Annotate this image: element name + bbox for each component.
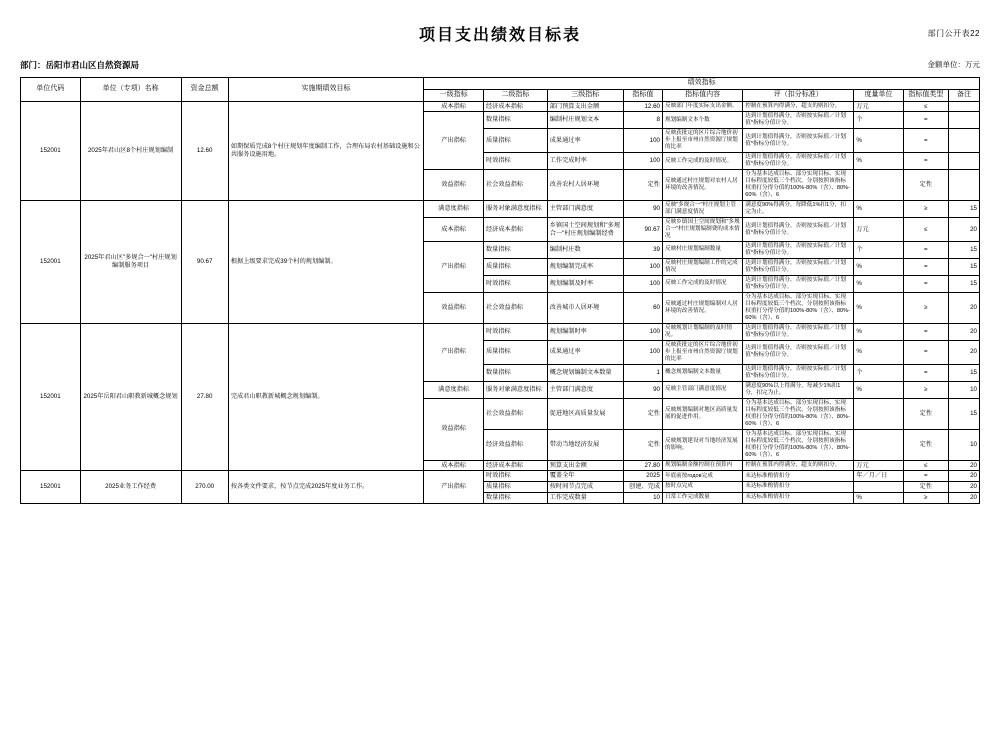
level3-cell: 乡镇国土空间规划和"多规合一"村庄规划编制经费 [547, 218, 623, 242]
level2-cell: 数量指标 [483, 364, 547, 381]
level3-cell: 改善农村人居环境 [547, 170, 623, 201]
indicator-value-cell: 定性 [623, 429, 662, 460]
department-label: 部门：岳阳市君山区自然资源局 [20, 60, 140, 70]
level2-cell: 经济效益指标 [483, 429, 547, 460]
measure-unit-cell: % [854, 381, 903, 398]
indicator-value-content-cell: 反映规划编制对地区高质量发展的促进作用。 [662, 398, 742, 429]
level1-cell: 产出指标 [424, 242, 484, 293]
level3-cell: 规划编制时率 [547, 323, 623, 340]
indicator-value-content-cell: 反映"多规合一"村庄规划主管部门满意度情况 [662, 201, 742, 218]
measure-unit-cell: 万元 [854, 101, 903, 112]
indicator-value-type-cell: 定性 [903, 429, 948, 460]
level2-cell: 数量指标 [483, 242, 547, 259]
indicator-value-type-cell: ≥ [903, 492, 948, 503]
remark-cell: 20 [948, 492, 979, 503]
indicator-value-cell: 1 [623, 364, 662, 381]
unit-name-cell: 2025年君山区8个村庄规划编制 [80, 101, 181, 201]
measure-unit-cell: 万元 [854, 460, 903, 471]
score-rule-cell: 达到计划值得满分，否则按实际值／计划值*指标分值计分。 [743, 242, 854, 259]
measure-unit-cell: 个 [854, 112, 903, 129]
level2-cell: 数量指标 [483, 112, 547, 129]
indicator-value-cell: 12.60 [623, 101, 662, 112]
measure-unit-cell [854, 170, 903, 201]
level3-cell: 预算支出金额 [547, 460, 623, 471]
indicator-value-content-cell: 反映规划计划编制的及时情况。 [662, 323, 742, 340]
performance-table [20, 77, 980, 504]
table-row [21, 323, 980, 340]
remark-cell [948, 112, 979, 129]
measure-unit-cell: % [854, 492, 903, 503]
level2-cell: 质量指标 [483, 258, 547, 275]
period-goal-cell: 根据上级要求完成39个村的规划编制。 [228, 201, 423, 324]
table-row [21, 201, 980, 218]
remark-cell: 20 [948, 323, 979, 340]
table-body [21, 101, 980, 503]
meta-row [0, 59, 1000, 73]
remark-cell [948, 170, 979, 201]
level2-cell: 服务对象满意度指标 [483, 201, 547, 218]
remark-cell: 15 [948, 258, 979, 275]
score-rule-cell: 达到计划值得满分，否则按实际值／计划值*指标分值计分。 [743, 340, 854, 364]
indicator-value-content-cell: 概念规划编制文本数量 [662, 364, 742, 381]
period-goal-cell: 按各类文件要求，按节点完成2025年度业务工作。 [228, 471, 423, 503]
level2-cell: 时效指标 [483, 471, 547, 482]
level3-cell: 主管部门满意度 [547, 201, 623, 218]
indicator-value-cell: 100 [623, 129, 662, 153]
indicator-value-content-cell: 按时点完成 [662, 482, 742, 493]
level2-cell: 质量指标 [483, 129, 547, 153]
th-level3: 三级指标 [547, 89, 623, 101]
indicator-value-type-cell: = [903, 275, 948, 292]
indicator-value-type-cell: ≤ [903, 460, 948, 471]
level2-cell: 时效指标 [483, 275, 547, 292]
remark-cell [948, 153, 979, 170]
unit-name-cell: 2025年岳阳君山职教新城概念规划 [80, 323, 181, 470]
level2-cell: 经济成本指标 [483, 460, 547, 471]
level3-cell: 覆盖全年 [547, 471, 623, 482]
remark-cell: 20 [948, 471, 979, 482]
indicator-value-cell: 8 [623, 112, 662, 129]
table-head [21, 78, 980, 102]
indicator-value-type-cell: = [903, 364, 948, 381]
unit-code-cell: 152001 [21, 201, 81, 324]
th-indicator-value: 指标值 [623, 89, 662, 101]
indicator-value-cell: 定性 [623, 170, 662, 201]
level3-cell: 编制村庄规划文本 [547, 112, 623, 129]
measure-unit-cell: 万元 [854, 218, 903, 242]
indicator-value-type-cell: = [903, 340, 948, 364]
indicator-value-content-cell: 反映工作完成的及时情况。 [662, 153, 742, 170]
th-unit-code: 单位代码 [21, 78, 81, 102]
measure-unit-cell: % [854, 340, 903, 364]
indicator-value-content-cell: 反映通过村庄规划编制对人居环境的改善情况。 [662, 292, 742, 323]
score-rule-cell: 达到计划值得满分，否则按实际值／计划值*指标分值计分。 [743, 153, 854, 170]
score-rule-cell: 未达标准酌情扣分 [743, 471, 854, 482]
indicator-value-cell: 39 [623, 242, 662, 259]
indicator-value-type-cell: = [903, 129, 948, 153]
th-amount-total: 资金总额 [181, 78, 228, 102]
level1-cell: 满意度指标 [424, 201, 484, 218]
level1-cell: 成本指标 [424, 460, 484, 471]
indicator-value-cell: 90 [623, 381, 662, 398]
indicator-value-type-cell: 定性 [903, 482, 948, 493]
indicator-value-type-cell: ≥ [903, 381, 948, 398]
indicator-value-type-cell: = [903, 242, 948, 259]
indicator-value-type-cell: 定性 [903, 398, 948, 429]
amount-cell: 90.67 [181, 201, 228, 324]
indicator-value-type-cell: = [903, 471, 948, 482]
table-row [21, 101, 980, 112]
level3-cell: 规划编制及时率 [547, 275, 623, 292]
level2-cell: 时效指标 [483, 323, 547, 340]
level2-cell: 质量指标 [483, 482, 547, 493]
level3-cell: 规划编制完成率 [547, 258, 623, 275]
score-rule-cell: 分为基本达成目标、部分实现目标、实现目标程度较低三个档次，分别按照该指标权重打分得分值的100%-80%（含）、80%-60%（含）、6 [743, 292, 854, 323]
th-indicator-value-content: 指标值内容 [662, 89, 742, 101]
th-indicator-value-type: 指标值类型 [903, 89, 948, 101]
unit-name-cell: 2025年君山区"多规合一"村庄规划编制服务项目 [80, 201, 181, 324]
period-goal-cell: 如期保质完成8个村庄规划年度编制工作，合理布局农村基础设施和公共服务设施用地。 [228, 101, 423, 201]
amount-cell: 270.00 [181, 471, 228, 503]
indicator-value-cell: 60 [623, 292, 662, 323]
level3-cell: 工作完成数量 [547, 492, 623, 503]
unit-code-cell: 152001 [21, 323, 81, 470]
indicator-value-type-cell: = [903, 323, 948, 340]
level3-cell: 概念规划编制文本数量 [547, 364, 623, 381]
level2-cell: 社会效益指标 [483, 292, 547, 323]
period-goal-cell: 完成君山职教新城概念规划编制。 [228, 323, 423, 470]
level2-cell: 时效指标 [483, 153, 547, 170]
indicator-value-content-cell: 反映村庄规划编制数量 [662, 242, 742, 259]
amount-cell: 12.60 [181, 101, 228, 201]
score-rule-cell: 达到计划值得满分，否则按实际值／计划值*指标分值计分。 [743, 129, 854, 153]
amount-cell: 27.80 [181, 323, 228, 470]
th-level1: 一级指标 [424, 89, 484, 101]
level3-cell: 工作完成时率 [547, 153, 623, 170]
th-level2: 二级指标 [483, 89, 547, 101]
indicator-value-type-cell: ≤ [903, 218, 948, 242]
indicator-value-type-cell: ≤ [903, 101, 948, 112]
indicator-value-content-cell: 反映乡镇国土空间规划和"多规合一"村庄规划编制费的成本情况 [662, 218, 742, 242]
th-unit-name: 单位（专项）名称 [80, 78, 181, 102]
measure-unit-cell: % [854, 201, 903, 218]
level2-cell: 质量指标 [483, 340, 547, 364]
level3-cell: 编制村庄数 [547, 242, 623, 259]
indicator-value-cell: 100 [623, 323, 662, 340]
th-period-goal: 实施期绩效目标 [228, 78, 423, 102]
table-row [21, 471, 980, 482]
level1-cell: 产出指标 [424, 471, 484, 503]
remark-cell: 15 [948, 242, 979, 259]
indicator-value-cell: 90.67 [623, 218, 662, 242]
indicator-value-cell: 90 [623, 201, 662, 218]
measure-unit-cell: 个 [854, 242, 903, 259]
indicator-value-content-cell: 年底前按годов完成 [662, 471, 742, 482]
indicator-value-content-cell: 日常工作完成数量 [662, 492, 742, 503]
level3-cell: 按时间节点完成 [547, 482, 623, 493]
th-score-rule: 评（扣分标准） [743, 89, 854, 101]
score-rule-cell: 达到计划值得满分，否则按实际值／计划值*指标分值计分。 [743, 258, 854, 275]
level2-cell: 服务对象满意度指标 [483, 381, 547, 398]
indicator-value-content-cell: 反映村庄规划编制工作的完成情况 [662, 258, 742, 275]
indicator-value-type-cell: = [903, 258, 948, 275]
score-rule-cell: 达到计划值得满分，否则按实际值／计划值*指标分值计分。 [743, 323, 854, 340]
score-rule-cell: 分为基本达成目标、部分实现目标、实现目标程度较低三个档次，分别按照该指标权重打分得分值的100%-80%（含）、80%-60%（含）、6 [743, 170, 854, 201]
indicator-value-cell: 100 [623, 340, 662, 364]
score-rule-cell: 满意度90%以上得满分，每减少1%扣1分，扣完为止。 [743, 381, 854, 398]
score-rule-cell: 分为基本达成目标、部分实现目标、实现目标程度较低三个档次，分别按照该指标权重打分得分值的100%-80%（含）、80%-60%（含）、6 [743, 429, 854, 460]
level3-cell: 促进地区高质量发展 [547, 398, 623, 429]
unit-name-cell: 2025业务工作经费 [80, 471, 181, 503]
level3-cell: 改善城市人居环境 [547, 292, 623, 323]
remark-cell: 15 [948, 398, 979, 429]
level2-cell: 经济成本指标 [483, 218, 547, 242]
indicator-value-content-cell: 反映获批定的区片综合地价初步上报至市州自然资源厅规划的比率 [662, 340, 742, 364]
score-rule-cell: 未达标准酌情扣分 [743, 482, 854, 493]
unit-code-cell: 152001 [21, 101, 81, 201]
measure-unit-cell: % [854, 129, 903, 153]
th-remark: 备注 [948, 89, 979, 101]
indicator-value-cell: 10 [623, 492, 662, 503]
indicator-value-content-cell: 反映主管部门满意度情况 [662, 381, 742, 398]
header-row-1 [21, 78, 980, 90]
indicator-value-cell: 100 [623, 275, 662, 292]
indicator-value-cell: 定性 [623, 398, 662, 429]
level1-cell: 产出指标 [424, 112, 484, 170]
remark-cell: 10 [948, 381, 979, 398]
level1-cell: 效益指标 [424, 170, 484, 201]
unit-code-cell: 152001 [21, 471, 81, 503]
score-rule-cell: 达到计划值得满分，否则按实际值／计划值*指标分值计分。 [743, 218, 854, 242]
indicator-value-content-cell: 反映规划建设对当地经济发展的影响。 [662, 429, 742, 460]
measure-unit-cell: 个 [854, 364, 903, 381]
level1-cell: 效益指标 [424, 292, 484, 323]
th-measure-unit: 度量单位 [854, 89, 903, 101]
remark-cell: 15 [948, 275, 979, 292]
measure-unit-cell: 年／月／日 [854, 471, 903, 482]
measure-unit-cell: % [854, 292, 903, 323]
remark-cell: 15 [948, 364, 979, 381]
measure-unit-cell: % [854, 153, 903, 170]
indicator-value-type-cell: ≥ [903, 201, 948, 218]
level3-cell: 成果通过率 [547, 129, 623, 153]
indicator-value-cell: 27.80 [623, 460, 662, 471]
score-rule-cell: 控制在预算内得满分，超支的则扣分。 [743, 460, 854, 471]
measure-unit-cell: % [854, 323, 903, 340]
remark-cell [948, 129, 979, 153]
score-rule-cell: 控制在预算内得满分，超支的则扣分。 [743, 101, 854, 112]
remark-cell [948, 101, 979, 112]
indicator-value-content-cell: 规划编制文本个数 [662, 112, 742, 129]
level2-cell: 经济成本指标 [483, 101, 547, 112]
score-rule-cell: 分为基本达成目标、部分实现目标、实现目标程度较低三个档次，分别按照该指标权重打分得分值的100%-80%（含）、80%-60%（含）、6 [743, 398, 854, 429]
remark-cell: 10 [948, 429, 979, 460]
indicator-value-cell: 创建、完成 [623, 482, 662, 493]
score-rule-cell: 达到计划值得满分，否则按实际值／计划值*指标分值计分。 [743, 364, 854, 381]
remark-cell: 20 [948, 340, 979, 364]
measure-unit-cell [854, 482, 903, 493]
indicator-value-cell: 100 [623, 153, 662, 170]
th-perf-indicator: 绩效指标 [424, 78, 980, 90]
indicator-value-type-cell: = [903, 112, 948, 129]
indicator-value-content-cell: 反映通过村庄规划对农村人居环境的改善情况。 [662, 170, 742, 201]
score-rule-cell: 达到计划值得满分，否则按实际值／计划值*指标分值计分。 [743, 275, 854, 292]
level1-cell: 效益指标 [424, 398, 484, 460]
indicator-value-content-cell: 反映部门年度实际支出金额。 [662, 101, 742, 112]
level2-cell: 社会效益指标 [483, 170, 547, 201]
remark-cell: 20 [948, 482, 979, 493]
remark-cell: 20 [948, 292, 979, 323]
indicator-value-type-cell: 定性 [903, 170, 948, 201]
measure-unit-cell: % [854, 275, 903, 292]
level1-cell: 满意度指标 [424, 381, 484, 398]
level3-cell: 部门预算支出金额 [547, 101, 623, 112]
corner-note: 部门公开表22 [927, 29, 980, 38]
level2-cell: 社会效益指标 [483, 398, 547, 429]
indicator-value-content-cell: 反映获批定的区片综合地价初步上报至市州自然资源厅规划的比率 [662, 129, 742, 153]
score-rule-cell: 满意度90%得满分，每降低1%扣1分，扣完为止。 [743, 201, 854, 218]
score-rule-cell: 未达标准酌情扣分 [743, 492, 854, 503]
level1-cell: 成本指标 [424, 101, 484, 112]
level3-cell: 成果通过率 [547, 340, 623, 364]
document-page [0, 22, 1000, 745]
measure-unit-cell [854, 429, 903, 460]
remark-cell: 20 [948, 218, 979, 242]
indicator-value-content-cell: 反映工作完成的及时情况 [662, 275, 742, 292]
amount-unit-label: 金额单位：万元 [927, 60, 980, 69]
level3-cell: 带动当地经济发展 [547, 429, 623, 460]
indicator-value-cell: 100 [623, 258, 662, 275]
indicator-value-cell: 2025 [623, 471, 662, 482]
score-rule-cell: 达到计划值得满分，否则按实际值／计划值*指标分值计分。 [743, 112, 854, 129]
indicator-value-content-cell: 规划编制金额控制在预算内 [662, 460, 742, 471]
indicator-value-type-cell: ≥ [903, 292, 948, 323]
indicator-value-type-cell: = [903, 153, 948, 170]
level1-cell: 成本指标 [424, 218, 484, 242]
measure-unit-cell: % [854, 258, 903, 275]
remark-cell: 20 [948, 460, 979, 471]
measure-unit-cell [854, 398, 903, 429]
remark-cell: 15 [948, 201, 979, 218]
level2-cell: 数量指标 [483, 492, 547, 503]
page-title: 项目支出绩效目标表 [418, 27, 581, 44]
level1-cell: 产出指标 [424, 323, 484, 381]
level3-cell: 主管部门满意度 [547, 381, 623, 398]
